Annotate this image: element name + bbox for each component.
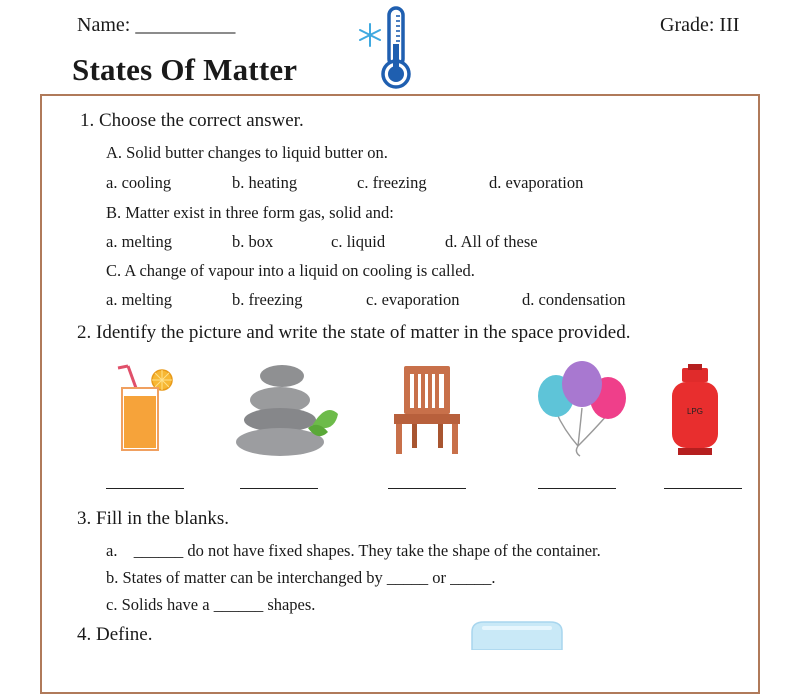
answer-line-stones[interactable] <box>240 488 318 489</box>
q3a-prefix: a. <box>106 541 118 560</box>
answer-line-balloons[interactable] <box>538 488 616 489</box>
q1a-option-d[interactable]: d. evaporation <box>489 173 584 192</box>
q3c-line <box>106 595 315 615</box>
answer-line-juice[interactable] <box>106 488 184 489</box>
balloons-picture <box>534 360 630 460</box>
q3b-line <box>106 568 495 588</box>
q3a-text: do not have fixed shapes. They take the shape of the container. <box>187 541 601 560</box>
snowflake-icon <box>360 24 380 46</box>
q3b-blank-1[interactable]: _____ <box>386 568 429 587</box>
q3c-blank[interactable]: ______ <box>213 595 264 614</box>
q1a-option-a[interactable]: a. cooling <box>106 173 172 192</box>
juice-glass-picture <box>110 364 176 456</box>
q3a-blank[interactable]: ______ <box>133 541 184 560</box>
q3c-prefix: c. Solids have a <box>106 595 210 614</box>
cylinder-label: LPG <box>686 407 704 416</box>
stacked-stones-picture <box>234 362 340 458</box>
name-field[interactable] <box>77 14 235 37</box>
q1c-option-a[interactable]: a. melting <box>106 290 172 309</box>
q3b-end: . <box>491 568 496 587</box>
q1b-option-d[interactable]: d. All of these <box>445 232 538 251</box>
q1a-question: A. Solid butter changes to liquid butter on. <box>106 143 388 162</box>
q3c-text: shapes. <box>267 595 316 614</box>
q3b-prefix: b. States of matter can be interchanged by <box>106 568 383 587</box>
name-label: Name: <box>77 14 131 36</box>
q1b-option-b[interactable]: b. box <box>232 232 274 251</box>
q2-heading: 2. Identify the picture and write the state of matter in the space provided. <box>77 322 631 343</box>
q1b-question: B. Matter exist in three form gas, solid and: <box>106 203 394 222</box>
lpg-cylinder-picture <box>668 364 724 456</box>
q3b-blank-2[interactable]: _____ <box>450 568 492 587</box>
q1a-option-b[interactable]: b. heating <box>232 173 298 192</box>
q1b-option-a[interactable]: a. melting <box>106 232 172 251</box>
wooden-chair-picture <box>390 364 466 456</box>
grade-label: Grade: III <box>660 14 740 36</box>
q1c-option-c[interactable]: c. evaporation <box>366 290 460 309</box>
q1c-option-b[interactable]: b. freezing <box>232 290 303 309</box>
answer-line-chair[interactable] <box>388 488 466 489</box>
q1a-option-c[interactable]: c. freezing <box>357 173 427 192</box>
q1b-option-c[interactable]: c. liquid <box>331 232 386 251</box>
q3b-or: or <box>432 568 446 587</box>
thermometer-icon <box>352 4 414 90</box>
page-title: States Of Matter <box>72 52 298 87</box>
q3-heading: 3. Fill in the blanks. <box>77 508 229 529</box>
q3a-line <box>106 541 601 561</box>
q1c-question: C. A change of vapour into a liquid on cooling is called. <box>106 261 475 280</box>
name-blank: __________ <box>135 14 236 36</box>
q1c-option-d[interactable]: d. condensation <box>522 290 626 309</box>
answer-line-cylinder[interactable] <box>664 488 742 489</box>
q4-heading: 4. Define. <box>77 624 153 645</box>
ice-cube-picture <box>462 618 572 650</box>
q1-heading: 1. Choose the correct answer. <box>80 110 304 131</box>
